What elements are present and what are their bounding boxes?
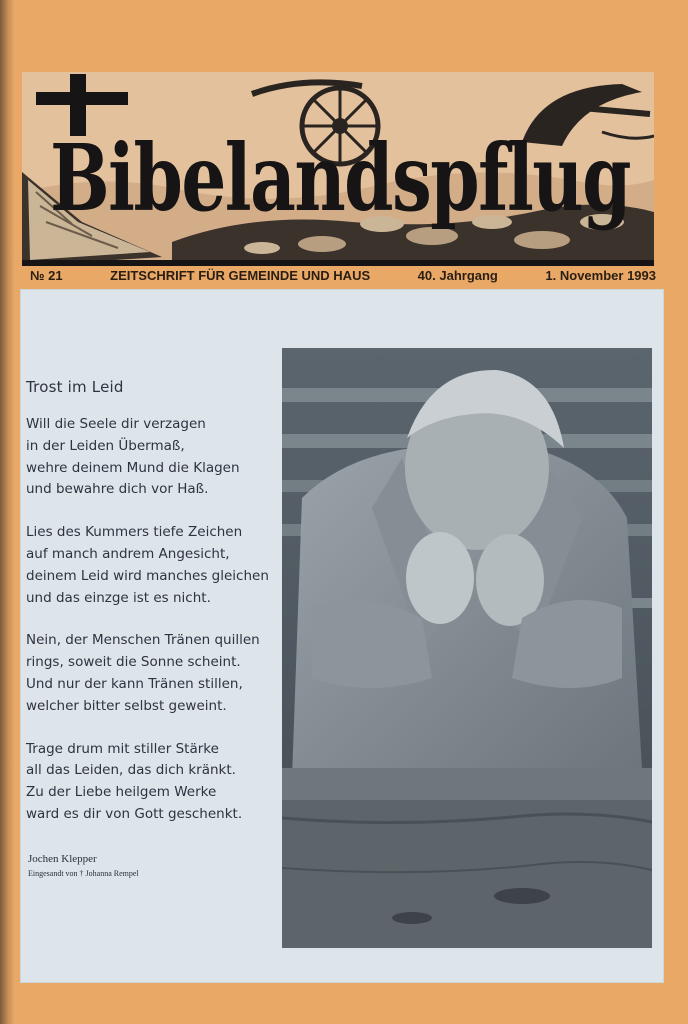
stanza-1 bbox=[26, 414, 286, 501]
poem-line: Trage drum mit stiller Stärke bbox=[26, 740, 219, 757]
stanza-4 bbox=[26, 739, 286, 826]
poem bbox=[26, 378, 286, 847]
poem-line: Zu der Liebe heilgem Werke bbox=[26, 784, 217, 801]
poem-line: wehre deinem Mund die Klagen bbox=[26, 459, 240, 476]
poem-line: und bewahre dich vor Haß. bbox=[26, 481, 209, 498]
poem-author: Jochen Klepper bbox=[28, 853, 97, 865]
poem-line: Nein, der Menschen Tränen quillen bbox=[26, 632, 260, 649]
publication-subtitle: ZEITSCHRIFT FÜR GEMEINDE UND HAUS bbox=[110, 267, 371, 283]
page-edge bbox=[0, 0, 14, 1024]
poem-line: all das Leiden, das dich kränkt. bbox=[26, 762, 236, 779]
grieving-man-photo bbox=[282, 348, 652, 948]
volume-year: 40. Jahrgang bbox=[417, 267, 498, 283]
poem-line: in der Leiden Übermaß, bbox=[26, 437, 185, 454]
poem-line: Lies des Kummers tiefe Zeichen bbox=[26, 524, 243, 541]
issue-number: № 21 bbox=[30, 267, 63, 283]
poem-line: deinem Leid wird manches gleichen bbox=[26, 567, 269, 584]
poem-line: auf manch andrem Angesicht, bbox=[26, 545, 230, 562]
masthead-title: Bibelandspflug bbox=[50, 124, 631, 232]
poem-line: ward es dir von Gott geschenkt. bbox=[26, 805, 243, 822]
poem-line: Will die Seele dir verzagen bbox=[26, 416, 206, 432]
issue-date: 1. November 1993 bbox=[545, 267, 656, 283]
submitted-by: Eingesandt von † Johanna Rempel bbox=[28, 869, 139, 878]
poem-line: und das einzge ist es nicht. bbox=[26, 589, 211, 606]
stanza-2 bbox=[26, 522, 286, 609]
poem-line: Und nur der kann Tränen stillen, bbox=[26, 675, 243, 692]
poem-line: welcher bitter selbst geweint. bbox=[26, 697, 227, 714]
issue-info-bar bbox=[30, 264, 656, 286]
poem-title: Trost im Leid bbox=[26, 378, 124, 396]
poem-line: rings, soweit die Sonne scheint. bbox=[26, 654, 241, 671]
stanza-3 bbox=[26, 630, 286, 717]
masthead bbox=[22, 72, 654, 266]
